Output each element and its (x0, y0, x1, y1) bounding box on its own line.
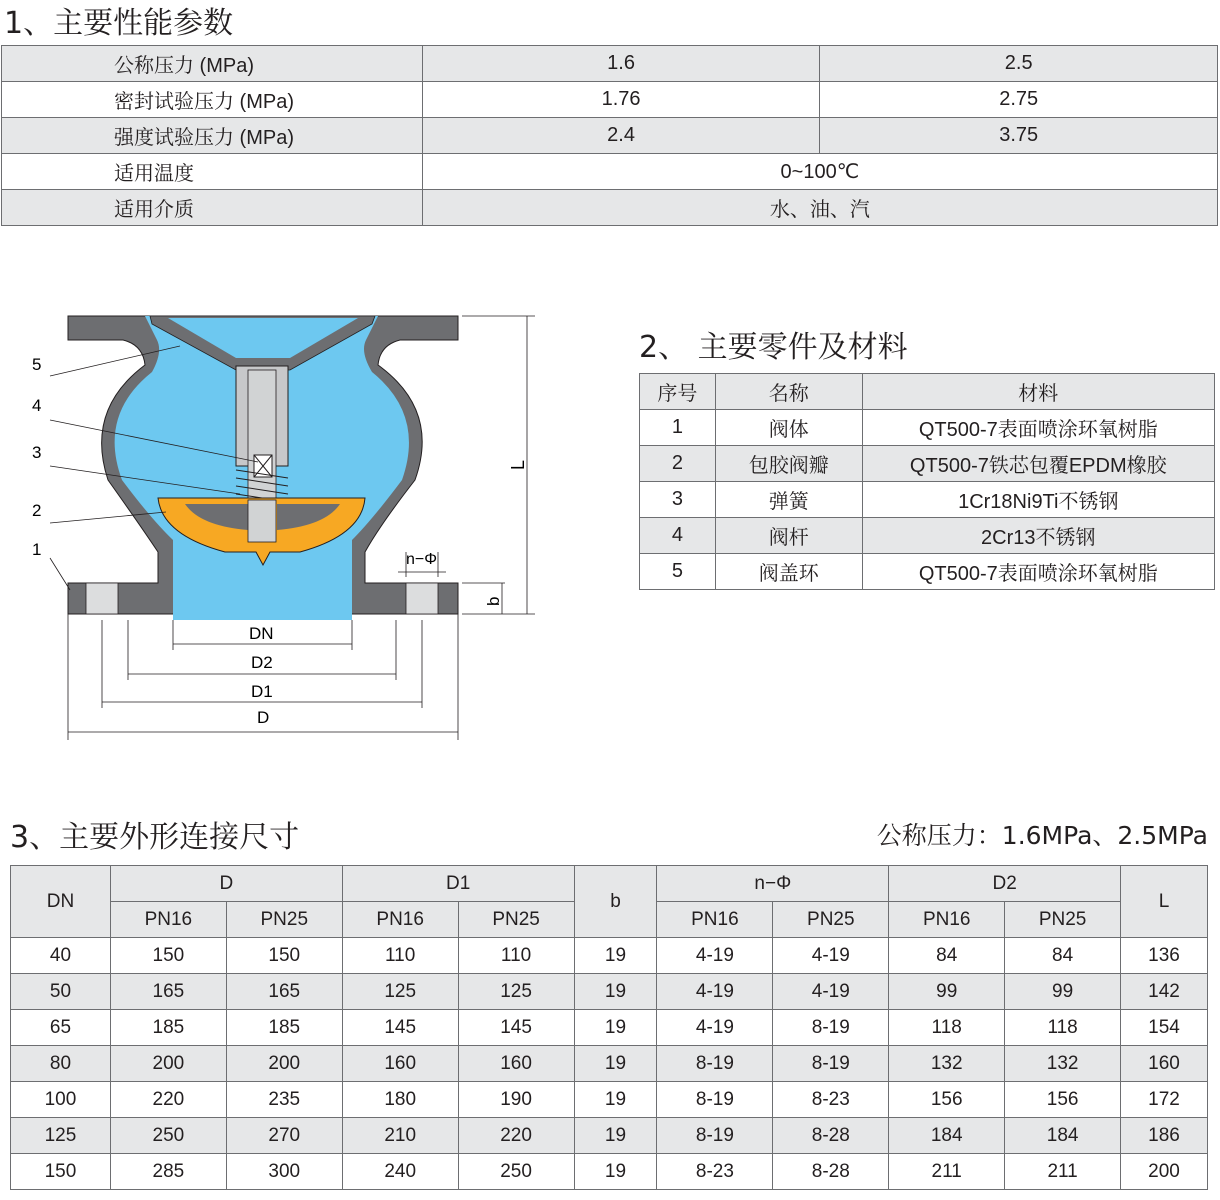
table-row (640, 410, 1215, 446)
column-header: D1 (342, 866, 574, 902)
column-subheader: PN16 (110, 902, 226, 938)
cell: 180 (342, 1082, 458, 1118)
cell: 190 (458, 1082, 574, 1118)
cell: 65 (11, 1010, 111, 1046)
part-number: 4 (32, 396, 42, 415)
table-row (11, 974, 1208, 1010)
cell: 165 (226, 974, 342, 1010)
cell: 211 (1005, 1154, 1121, 1190)
cell: 99 (889, 974, 1005, 1010)
cell: 184 (889, 1118, 1005, 1154)
cell: 172 (1121, 1082, 1208, 1118)
column-header: D (110, 866, 342, 902)
cell: 8-23 (773, 1082, 889, 1118)
cell: 160 (1121, 1046, 1208, 1082)
table-row (640, 518, 1215, 554)
cell: 19 (574, 1046, 657, 1082)
cell: 210 (342, 1118, 458, 1154)
param-value: 1.6 (422, 46, 820, 82)
table-header-row (11, 866, 1208, 902)
cell: 211 (889, 1154, 1005, 1190)
cell: 4-19 (773, 938, 889, 974)
cell: 4-19 (657, 1010, 773, 1046)
cell: 118 (889, 1010, 1005, 1046)
param-label: 公称压力 (MPa) (2, 46, 423, 82)
cell: 8-19 (657, 1046, 773, 1082)
table-row (2, 190, 1218, 226)
table-row (640, 554, 1215, 590)
cell: 2Cr13不锈钢 (862, 518, 1214, 554)
column-subheader: PN25 (226, 902, 342, 938)
column-header: n−Φ (657, 866, 889, 902)
cell: 160 (342, 1046, 458, 1082)
table-header-row (640, 374, 1215, 410)
cell: 4-19 (657, 938, 773, 974)
cell: 84 (1005, 938, 1121, 974)
cell: 4-19 (657, 974, 773, 1010)
table-row (11, 1118, 1208, 1154)
table-row (11, 938, 1208, 974)
cell: 200 (226, 1046, 342, 1082)
cell: 阀盖环 (715, 554, 862, 590)
cell: 19 (574, 974, 657, 1010)
cell: QT500-7表面喷涂环氧树脂 (862, 554, 1214, 590)
cell: 145 (342, 1010, 458, 1046)
section3-title: 3、主要外形连接尺寸 (10, 820, 300, 855)
cell: 145 (458, 1010, 574, 1046)
cell: 19 (574, 1154, 657, 1190)
cell: 4 (640, 518, 716, 554)
cell: 160 (458, 1046, 574, 1082)
table-row (11, 1046, 1208, 1082)
section1-title: 1、主要性能参数 (4, 6, 234, 41)
cell: 19 (574, 1082, 657, 1118)
cell: 132 (889, 1046, 1005, 1082)
cell: 100 (11, 1082, 111, 1118)
dim-label-b: b (484, 596, 503, 606)
cell: 110 (458, 938, 574, 974)
part-number: 1 (32, 540, 42, 559)
column-header: 材料 (862, 374, 1214, 410)
cell: 8-28 (773, 1154, 889, 1190)
cell: 270 (226, 1118, 342, 1154)
cell: 142 (1121, 974, 1208, 1010)
param-label: 适用介质 (2, 190, 423, 226)
cell: 118 (1005, 1010, 1121, 1046)
cell: 阀体 (715, 410, 862, 446)
param-value: 2.5 (820, 46, 1218, 82)
valve-drawing (0, 290, 560, 760)
cell: 136 (1121, 938, 1208, 974)
cell: 150 (110, 938, 226, 974)
cell: 200 (1121, 1154, 1208, 1190)
table-row (11, 1010, 1208, 1046)
cell: 8-19 (773, 1010, 889, 1046)
cell: 3 (640, 482, 716, 518)
column-subheader: PN16 (657, 902, 773, 938)
cell: 99 (1005, 974, 1121, 1010)
column-header: b (574, 866, 657, 938)
table-row (11, 1082, 1208, 1118)
section2-title: 2、 主要零件及材料 (639, 330, 908, 365)
cell: 185 (110, 1010, 226, 1046)
cell: 阀杆 (715, 518, 862, 554)
table-row (640, 482, 1215, 518)
table-row (2, 46, 1218, 82)
cell: 1Cr18Ni9Ti不锈钢 (862, 482, 1214, 518)
dim-label-l: L (508, 459, 528, 470)
cell: 240 (342, 1154, 458, 1190)
cell: 19 (574, 938, 657, 974)
cell: 8-28 (773, 1118, 889, 1154)
cell: 150 (226, 938, 342, 974)
column-header: 名称 (715, 374, 862, 410)
cell: 弹簧 (715, 482, 862, 518)
column-header: DN (11, 866, 111, 938)
cell: 8-23 (657, 1154, 773, 1190)
cell: 156 (889, 1082, 1005, 1118)
cell: 285 (110, 1154, 226, 1190)
dim-label-d1: D1 (251, 682, 273, 701)
dim-label-dn: DN (249, 624, 274, 643)
cell: 186 (1121, 1118, 1208, 1154)
cell: 154 (1121, 1010, 1208, 1046)
bolt-hole (406, 583, 438, 614)
dim-label-d2: D2 (251, 653, 273, 672)
cell: 1 (640, 410, 716, 446)
cell: 40 (11, 938, 111, 974)
param-label: 密封试验压力 (MPa) (2, 82, 423, 118)
column-subheader: PN25 (458, 902, 574, 938)
cell: 8-19 (773, 1046, 889, 1082)
cell: 包胶阀瓣 (715, 446, 862, 482)
cell: 125 (11, 1118, 111, 1154)
cell: 156 (1005, 1082, 1121, 1118)
column-subheader: PN16 (889, 902, 1005, 938)
cell: 50 (11, 974, 111, 1010)
table-row (2, 118, 1218, 154)
column-header: 序号 (640, 374, 716, 410)
cell: 2 (640, 446, 716, 482)
param-value: 0~100℃ (422, 154, 1217, 190)
cell: 4-19 (773, 974, 889, 1010)
cell: 235 (226, 1082, 342, 1118)
cell: QT500-7铁芯包覆EPDM橡胶 (862, 446, 1214, 482)
cell: 250 (458, 1154, 574, 1190)
cell: 19 (574, 1010, 657, 1046)
parts-table (639, 373, 1215, 590)
table-row (11, 1154, 1208, 1190)
column-subheader: PN25 (1005, 902, 1121, 938)
cell: 8-19 (657, 1118, 773, 1154)
param-value: 2.4 (422, 118, 820, 154)
cell: 184 (1005, 1118, 1121, 1154)
cell: QT500-7表面喷涂环氧树脂 (862, 410, 1214, 446)
column-subheader: PN16 (342, 902, 458, 938)
param-value: 2.75 (820, 82, 1218, 118)
cell: 5 (640, 554, 716, 590)
part-number: 3 (32, 443, 42, 462)
table-row (640, 446, 1215, 482)
part-number: 5 (32, 355, 42, 374)
cell: 132 (1005, 1046, 1121, 1082)
dim-label-d: D (257, 708, 270, 727)
param-value: 3.75 (820, 118, 1218, 154)
cell: 84 (889, 938, 1005, 974)
bolt-hole (86, 583, 118, 614)
cell: 200 (110, 1046, 226, 1082)
cell: 8-19 (657, 1082, 773, 1118)
table-row (2, 82, 1218, 118)
param-label: 强度试验压力 (MPa) (2, 118, 423, 154)
cell: 220 (458, 1118, 574, 1154)
cell: 150 (11, 1154, 111, 1190)
dimensions-table (10, 865, 1208, 1190)
cell: 165 (110, 974, 226, 1010)
cell: 185 (226, 1010, 342, 1046)
param-value: 水、油、汽 (422, 190, 1217, 226)
pressure-note: 公称压力：1.6MPa、2.5MPa (876, 821, 1208, 850)
cell: 110 (342, 938, 458, 974)
cell: 300 (226, 1154, 342, 1190)
cell: 80 (11, 1046, 111, 1082)
column-header: L (1121, 866, 1208, 938)
param-value: 1.76 (422, 82, 820, 118)
dim-label-nphi: n−Φ (406, 551, 438, 568)
param-label: 适用温度 (2, 154, 423, 190)
cell: 220 (110, 1082, 226, 1118)
column-header: D2 (889, 866, 1121, 902)
cell: 19 (574, 1118, 657, 1154)
cell: 125 (342, 974, 458, 1010)
table-row (2, 154, 1218, 190)
cell: 125 (458, 974, 574, 1010)
column-subheader: PN25 (773, 902, 889, 938)
performance-table (1, 45, 1218, 226)
cell: 250 (110, 1118, 226, 1154)
part-number: 2 (32, 501, 42, 520)
